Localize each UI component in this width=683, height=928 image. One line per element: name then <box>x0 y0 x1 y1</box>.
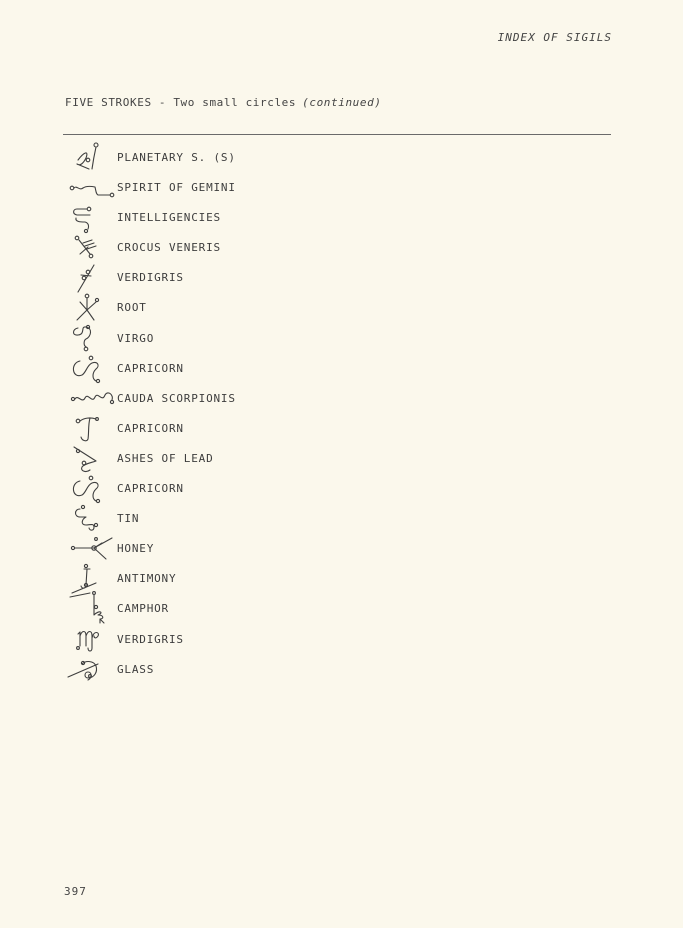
spirit-of-gemini-sigil <box>56 172 116 202</box>
capricorn-sigil <box>56 473 116 503</box>
root-sigil <box>56 292 116 322</box>
virgo-sigil <box>56 323 116 353</box>
entry-label: TIN <box>117 512 140 526</box>
list-item <box>48 533 568 563</box>
list-item <box>48 383 568 413</box>
entry-label: VERDIGRIS <box>117 271 184 285</box>
planetary-s-sigil <box>56 142 116 172</box>
list-item <box>48 624 568 654</box>
antimony-sigil <box>56 563 116 593</box>
list-item <box>48 413 568 443</box>
page-number: 397 <box>64 885 87 898</box>
entry-label: CAMPHOR <box>117 602 169 616</box>
entry-label: HONEY <box>117 542 155 556</box>
running-head: INDEX OF SIGILS <box>497 31 612 44</box>
entry-label: INTELLIGENCIES <box>117 211 221 225</box>
entry-label: PLANETARY S. (S) <box>117 151 236 164</box>
intelligencies-sigil <box>56 202 116 232</box>
horizontal-rule <box>63 134 611 135</box>
camphor-sigil <box>56 593 116 623</box>
entry-label: VIRGO <box>117 331 155 345</box>
entry-label: SPIRIT OF GEMINI <box>117 181 236 195</box>
entry-label: CROCUS VENERIS <box>117 241 221 255</box>
list-item <box>48 443 568 473</box>
entry-label: ANTIMONY <box>117 572 177 586</box>
list-item <box>48 172 568 202</box>
list-item <box>48 593 568 623</box>
verdigris-sigil <box>56 262 116 292</box>
honey-sigil <box>56 533 116 563</box>
entry-label: CAUDA SCORPIONIS <box>117 391 236 405</box>
list-item <box>48 142 568 172</box>
verdigris-sigil <box>56 624 116 654</box>
section-title <box>65 96 382 109</box>
section-continued: (continued) <box>302 96 382 109</box>
capricorn-sigil <box>56 413 116 443</box>
list-item <box>48 232 568 262</box>
list-item <box>48 202 568 232</box>
entry-label: CAPRICORN <box>117 361 184 375</box>
entry-label: CAPRICORN <box>117 421 184 435</box>
list-item <box>48 292 568 322</box>
list-item <box>48 353 568 383</box>
list-item <box>48 473 568 503</box>
sigil-index-list <box>48 142 568 684</box>
entry-label: CAPRICORN <box>117 482 184 496</box>
entry-label: VERDIGRIS <box>117 632 184 646</box>
list-item <box>48 654 568 684</box>
list-item <box>48 323 568 353</box>
entry-label: GLASS <box>117 662 155 676</box>
section-title-text: FIVE STROKES - Two small circles <box>65 96 297 109</box>
glass-sigil <box>56 654 116 684</box>
entry-label: ROOT <box>117 301 147 315</box>
entry-label: ASHES OF LEAD <box>117 451 214 465</box>
list-item <box>48 262 568 292</box>
cauda-scorpionis-sigil <box>56 383 116 413</box>
capricorn-sigil <box>56 353 116 383</box>
crocus-veneris-sigil <box>56 232 116 262</box>
tin-sigil <box>56 503 116 533</box>
list-item <box>48 503 568 533</box>
ashes-of-lead-sigil <box>56 443 116 473</box>
list-item <box>48 563 568 593</box>
